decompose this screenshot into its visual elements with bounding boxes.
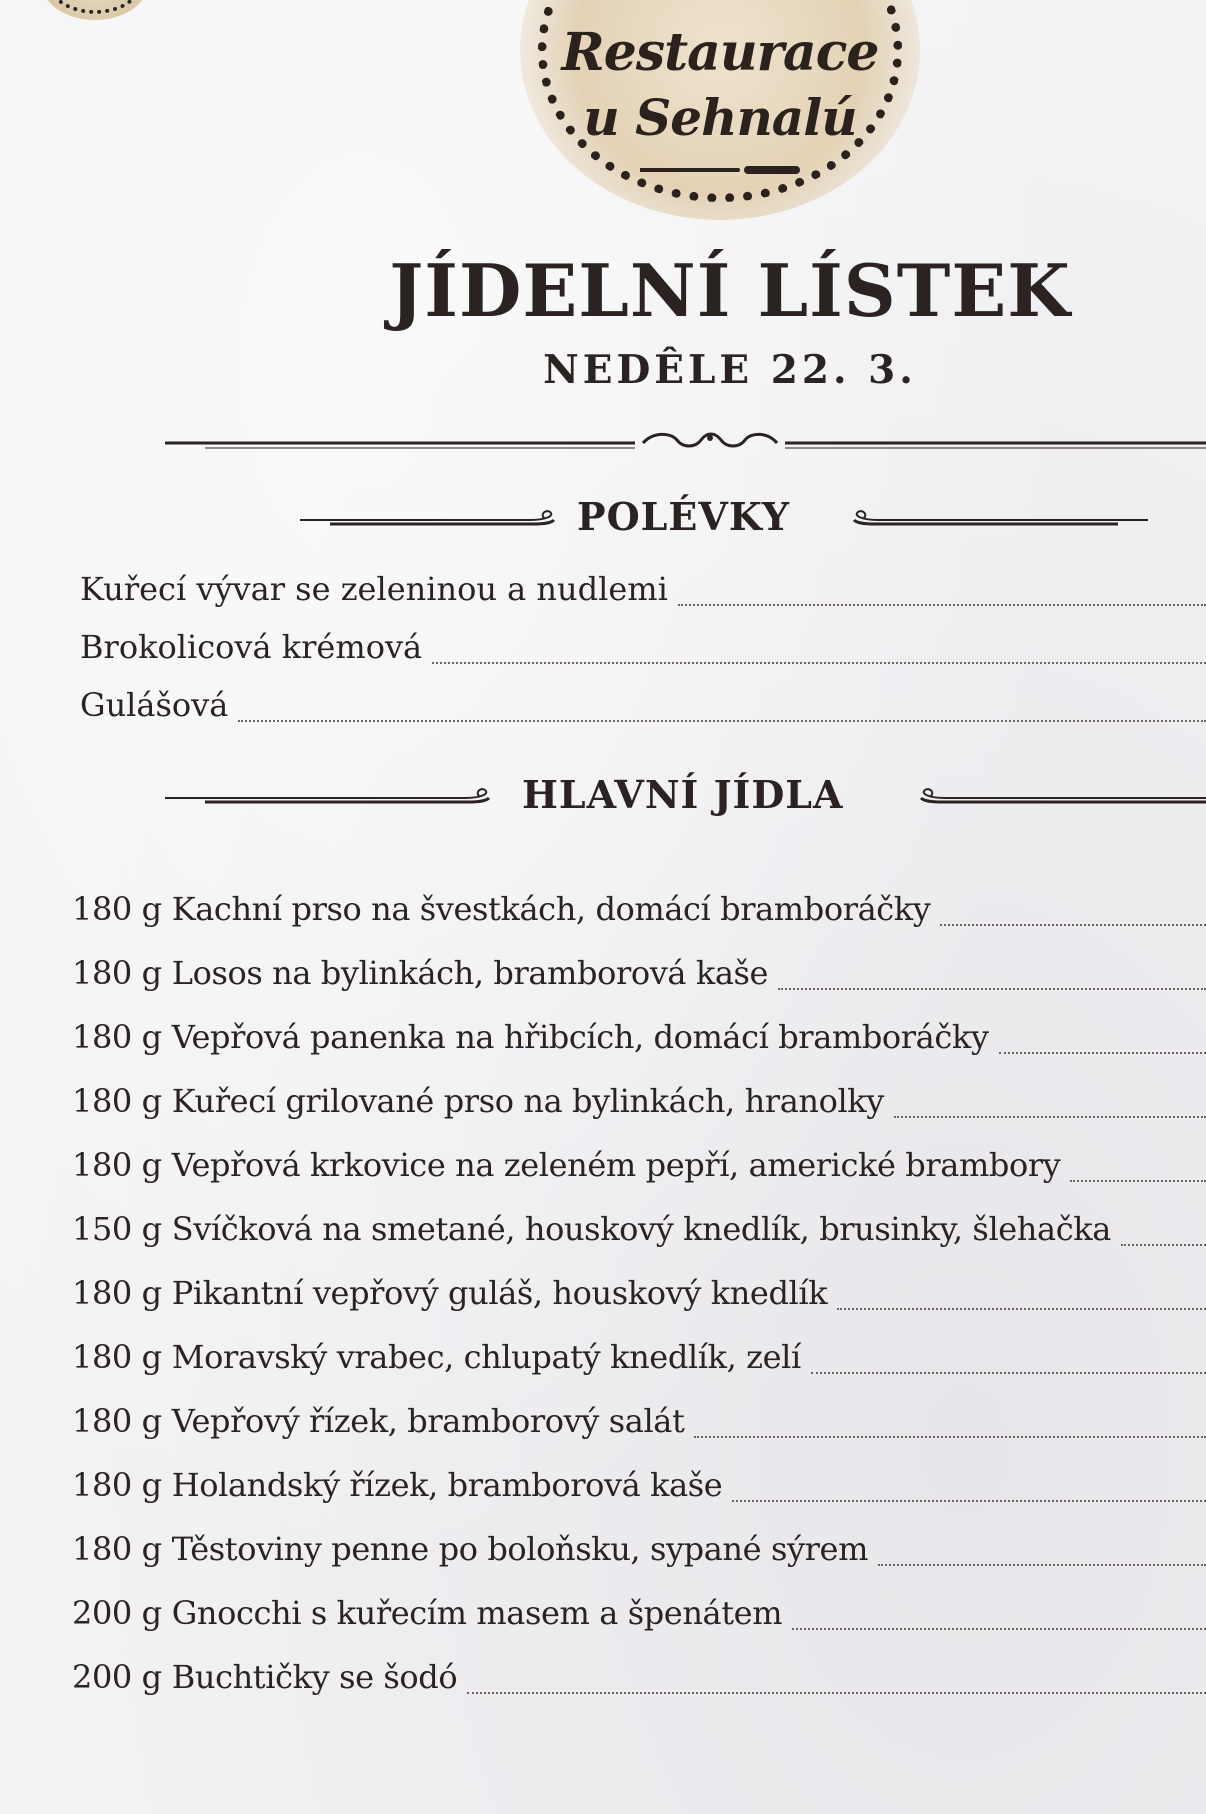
soup-name: Brokolicová krémová bbox=[80, 628, 423, 666]
list-item bbox=[0, 1082, 1206, 1132]
dotted-leader bbox=[940, 923, 1206, 926]
right-swash-icon bbox=[848, 506, 1148, 532]
dish-weight: 150 g bbox=[72, 1210, 162, 1248]
dotted-leader bbox=[811, 1371, 1206, 1374]
dotted-leader bbox=[467, 1691, 1206, 1694]
list-item bbox=[0, 1146, 1206, 1196]
list-item bbox=[0, 686, 1206, 736]
list-item bbox=[0, 890, 1206, 940]
mains-heading-label: HLAVNÍ JÍDLA bbox=[522, 772, 844, 817]
dish-name: Kuřecí grilované prso na bylinkách, hranolky bbox=[171, 1082, 884, 1120]
list-item bbox=[0, 1018, 1206, 1068]
dish-weight: 180 g bbox=[72, 1146, 162, 1184]
list-item bbox=[0, 570, 1206, 620]
list-item bbox=[0, 1530, 1206, 1580]
dotted-leader bbox=[678, 603, 1206, 606]
dotted-leader bbox=[778, 987, 1206, 990]
dish-name: Holandský řízek, bramborová kaše bbox=[171, 1466, 723, 1504]
dish-weight: 180 g bbox=[72, 1530, 162, 1568]
dish-weight: 180 g bbox=[72, 954, 162, 992]
dish-weight: 200 g bbox=[72, 1594, 162, 1632]
section-heading-mains bbox=[165, 772, 1206, 822]
dish-name: Těstoviny penne po boloňsku, sypané sýrem bbox=[171, 1530, 869, 1568]
dotted-leader bbox=[837, 1307, 1206, 1310]
dish-name: Vepřová panenka na hřibcích, domácí bramboráčky bbox=[171, 1018, 989, 1056]
list-item bbox=[0, 1594, 1206, 1644]
menu-date: NEDÊLE 22. 3. bbox=[543, 347, 917, 393]
dotted-leader bbox=[694, 1435, 1206, 1438]
list-item bbox=[0, 628, 1206, 678]
section-heading-soups bbox=[300, 494, 1206, 544]
dish-weight: 200 g bbox=[72, 1658, 162, 1696]
knife-icon bbox=[640, 166, 800, 174]
list-item bbox=[0, 954, 1206, 1004]
left-swash-icon bbox=[300, 506, 560, 532]
list-item bbox=[0, 1338, 1206, 1388]
dish-weight: 180 g bbox=[72, 890, 162, 928]
dotted-leader bbox=[894, 1115, 1206, 1118]
mains-list bbox=[0, 890, 1206, 1720]
dish-weight: 180 g bbox=[72, 1274, 162, 1312]
dotted-leader bbox=[1121, 1243, 1206, 1246]
list-item bbox=[0, 1274, 1206, 1324]
right-swash-icon bbox=[915, 784, 1206, 810]
corner-badge-decoration bbox=[40, 0, 150, 20]
dish-weight: 180 g bbox=[72, 1018, 162, 1056]
dotted-leader bbox=[792, 1627, 1206, 1630]
logo-line-u-sehnalu: u Sehnalú bbox=[583, 88, 857, 147]
dish-name: Vepřový řízek, bramborový salát bbox=[171, 1402, 685, 1440]
dish-name: Kachní prso na švestkách, domácí bramboráčky bbox=[171, 890, 931, 928]
dish-weight: 180 g bbox=[72, 1338, 162, 1376]
dish-weight: 180 g bbox=[72, 1466, 162, 1504]
soups-heading-label: POLÉVKY bbox=[577, 494, 790, 539]
restaurant-logo bbox=[520, 0, 920, 220]
dotted-leader bbox=[1070, 1179, 1206, 1182]
list-item bbox=[0, 1466, 1206, 1516]
left-swash-icon bbox=[165, 784, 495, 810]
dotted-leader bbox=[432, 661, 1206, 664]
ornament-flourish-icon bbox=[165, 428, 1206, 458]
logo-line-restaurace: Restaurace bbox=[561, 22, 879, 83]
dish-name: Vepřová krkovice na zeleném pepří, americké brambory bbox=[171, 1146, 1061, 1184]
dish-name: Losos na bylinkách, bramborová kaše bbox=[171, 954, 769, 992]
dish-name: Svíčková na smetané, houskový knedlík, brusinky, šlehačka bbox=[171, 1210, 1111, 1248]
list-item bbox=[0, 1402, 1206, 1452]
dotted-leader bbox=[238, 719, 1206, 722]
dish-name: Buchtičky se šodó bbox=[171, 1658, 458, 1696]
dish-name: Gnocchi s kuřecím masem a špenátem bbox=[171, 1594, 783, 1632]
dish-name: Pikantní vepřový guláš, houskový knedlík bbox=[171, 1274, 828, 1312]
dotted-leader bbox=[999, 1051, 1206, 1054]
menu-title: JÍDELNÍ LÍSTEK bbox=[389, 248, 1071, 333]
list-item bbox=[0, 1210, 1206, 1260]
list-item bbox=[0, 1658, 1206, 1708]
dish-weight: 180 g bbox=[72, 1402, 162, 1440]
ornamental-divider bbox=[165, 428, 1206, 458]
dish-weight: 180 g bbox=[72, 1082, 162, 1120]
corner-badge-dots bbox=[46, 0, 144, 14]
soup-name: Kuřecí vývar se zeleninou a nudlemi bbox=[80, 570, 668, 608]
soup-name: Gulášová bbox=[80, 686, 229, 724]
dotted-leader bbox=[878, 1563, 1206, 1566]
dish-name: Moravský vrabec, chlupatý knedlík, zelí bbox=[171, 1338, 801, 1376]
dotted-leader bbox=[732, 1499, 1206, 1502]
soups-list bbox=[0, 570, 1206, 750]
